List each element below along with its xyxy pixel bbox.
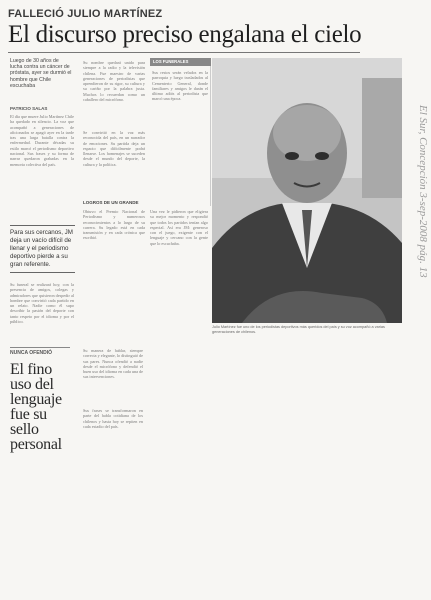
article-headline: El discurso preciso engalana el cielo: [8, 21, 362, 48]
section-rule: [10, 347, 70, 348]
pull-quote-rule-bottom: [10, 272, 75, 273]
sidebar-text: Sus restos serán velados en la parroquia y luego trasladados al Cementerio General, donde familiares y amigos le darán el último adiós al periodista que marcó una época.: [152, 70, 208, 102]
pull-quote-text: Para sus cercanos, JM deja un vacío difícil de llenar y el periodismo deportivo pierde a su gran referente.: [10, 229, 73, 268]
article-byline: PATRICIO SALAS: [10, 106, 48, 111]
body-column-middle: Su nombre quedará unido para siempre a la radio y la televisión chilena. Fue maestro de varias generaciones de periodistas que aprendieron de su rigor, su cultura y su cariño por la palabra justa. Muchos lo recuerdan como un caballero del micrófono.: [83, 60, 145, 103]
article-kicker: FALLECIÓ JULIO MARTÍNEZ: [8, 8, 163, 20]
body-column-left: El día que muere Julio Martínez Chile ha quedado en silencio. La voz que acompañó a generaciones de aficionados se apagó ayer en la tarde tras una larga batalla contra la enfermedad. Durante décadas su estilo marcó el periodismo deportivo nacional. Sus frases y su forma de narrar quedaron grabadas en la memoria colectiva del país.: [10, 114, 74, 167]
article-intro: Luego de 30 años de lucha contra un cáncer de próstata, ayer se durmió el hombre que Chile escuchaba: [10, 58, 72, 89]
portrait-illustration: [212, 58, 402, 323]
headline-divider: [8, 52, 360, 53]
handwritten-annotation: [405, 100, 427, 480]
handwritten-annotation-text: El Sur, Concepción 3-sep-2008 pág. 13: [417, 105, 429, 278]
sidebar-title: LOS FUNERALES: [150, 58, 211, 66]
body-column-right: Una vez le pidieron que eligiera su mejor momento y respondió que todos los partidos tenían algo especial. Así era JM: generoso con el juego, exigente con el lenguaje y cercano con la gente que lo escuchaba.: [150, 209, 208, 246]
body-column-bottom: Su manera de hablar, siempre correcta y elegante, lo distinguió de sus pares. Nunca ofendió a nadie desde el micrófono y defendió el buen uso del idioma en cada una de sus intervenciones.: [83, 348, 143, 380]
body-column-bottom-continued: Sus frases se transformaron en parte del habla cotidiana de los chilenos y hasta hoy se repiten en cada estadio del país.: [83, 408, 143, 429]
section-label: NUNCA OFENDIÓ: [10, 350, 53, 356]
pull-quote: [10, 222, 75, 276]
logros-title: LOGROS DE UN GRANDE: [83, 200, 139, 205]
pull-quote-rule-top: [10, 225, 75, 226]
section-subhead: El fino uso del lenguaje fue su sello personal: [10, 361, 62, 453]
body-column-left-continued: Su funeral se realizará hoy, con la presencia de amigos, colegas y admiradores que quisieron despedir al hombre que convirtió cada partido en un relato. Nadie como él supo describir la pasión del deporte con tanto respeto por el idioma y por el público.: [10, 282, 74, 325]
photo-caption: Julio Martínez fue uno de los periodistas deportivos más queridos del país y su voz acompañó a varias generaciones de chilenos.: [212, 325, 385, 334]
portrait-photo: [212, 58, 402, 323]
body-column-middle-logros: Obtuvo el Premio Nacional de Periodismo y numerosos reconocimientos a lo largo de su carrera. Su legado está en cada transmisión y en cada crónica que escribió.: [83, 209, 145, 241]
body-column-middle-continued: Se convirtió en la voz más reconocida del país, en un narrador de emociones. Su partida deja un espacio que difícilmente podrá llenarse. Los homenajes se suceden desde el mundo del deporte, la cultura y la política.: [83, 130, 145, 167]
